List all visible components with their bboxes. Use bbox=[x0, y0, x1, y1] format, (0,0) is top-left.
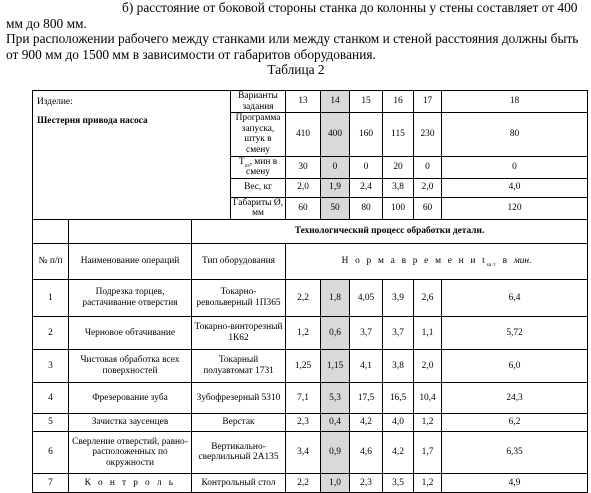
operation-name: Зачистка заусенцев bbox=[69, 413, 192, 431]
time-cell: 4,0 bbox=[383, 413, 414, 431]
col-operation-header: Наименование операций bbox=[69, 243, 192, 279]
time-cell: 4,9 bbox=[442, 473, 588, 492]
operation-row bbox=[33, 413, 588, 431]
batch-cell: 80 bbox=[442, 113, 588, 156]
operation-row bbox=[33, 473, 588, 492]
main-table bbox=[32, 90, 588, 493]
time-norm-header: Н о р м а в р е м е н и $t_{шт}$ в мин. bbox=[286, 243, 588, 279]
row-number: 7 bbox=[33, 473, 69, 492]
operation-name: Черновое обтачивание bbox=[69, 316, 192, 349]
size-cell: 100 bbox=[383, 197, 414, 219]
paragraph-distance-column: б) расстояние от боковой стороны станка до колонны у стены составляет от 400 мм до 800 мм. bbox=[6, 0, 578, 31]
columns-header-row bbox=[33, 243, 588, 279]
time-cell: 6,0 bbox=[442, 349, 588, 382]
variant-cell: 15 bbox=[350, 91, 383, 113]
time-cell: 7,1 bbox=[286, 382, 321, 413]
time-cell: 16,5 bbox=[383, 382, 414, 413]
size-cell: 60 bbox=[286, 197, 321, 219]
equipment-type: Токарно-винторезный 1К62 bbox=[192, 316, 286, 349]
time-cell: 1,25 bbox=[286, 349, 321, 382]
operation-row bbox=[33, 382, 588, 413]
tpz-cell: 0 bbox=[414, 156, 442, 178]
time-cell: 3,4 bbox=[286, 431, 321, 473]
time-cell: 5,3 bbox=[321, 382, 350, 413]
product-name: Шестерня привода насоса bbox=[37, 115, 148, 126]
weight-label: Вес, кг bbox=[231, 178, 286, 197]
batch-cell: 410 bbox=[286, 113, 321, 156]
equipment-type: Токарно-револьверный 1П365 bbox=[192, 279, 286, 316]
row-number: 4 bbox=[33, 382, 69, 413]
equipment-type: Токарный полуавтомат 1731 bbox=[192, 349, 286, 382]
time-cell: 0,6 bbox=[321, 316, 350, 349]
tpz-cell: 0 bbox=[442, 156, 588, 178]
time-cell: 2,6 bbox=[414, 279, 442, 316]
row-number: 3 bbox=[33, 349, 69, 382]
time-cell: 17,5 bbox=[350, 382, 383, 413]
variant-cell: 18 bbox=[442, 91, 588, 113]
tech-title-row bbox=[33, 219, 588, 243]
time-cell: 6,35 bbox=[442, 431, 588, 473]
time-cell: 1,0 bbox=[321, 473, 350, 492]
weight-cell: 4,0 bbox=[442, 178, 588, 197]
row-number: 2 bbox=[33, 316, 69, 349]
variants-row bbox=[33, 91, 588, 113]
variant-cell: 13 bbox=[286, 91, 321, 113]
time-cell: 24,3 bbox=[442, 382, 588, 413]
col-number-header: № п/п bbox=[33, 243, 69, 279]
col-equipment-header: Тип оборудования bbox=[192, 243, 286, 279]
weight-cell: 2,0 bbox=[414, 178, 442, 197]
row-number: 1 bbox=[33, 279, 69, 316]
time-cell: 3,9 bbox=[383, 279, 414, 316]
tpz-label: $T_{пз}$, мин в смену bbox=[231, 156, 286, 178]
time-cell: 1,1 bbox=[414, 316, 442, 349]
batch-cell: 230 bbox=[414, 113, 442, 156]
paragraph-distance-workers: При расположении рабочего между станками или между станком и стеной расстояния должны быть от 900 мм до 1500 мм в зависимости от габаритов оборудования. bbox=[6, 31, 579, 62]
empty-cell bbox=[33, 219, 69, 243]
time-cell: 3,7 bbox=[383, 316, 414, 349]
row-number: 6 bbox=[33, 431, 69, 473]
empty-cell bbox=[69, 219, 192, 243]
equipment-type: Верстак bbox=[192, 413, 286, 431]
time-cell: 4,1 bbox=[350, 349, 383, 382]
time-cell: 1,7 bbox=[414, 431, 442, 473]
time-cell: 0,9 bbox=[321, 431, 350, 473]
time-cell: 4,6 bbox=[350, 431, 383, 473]
operation-name: К о н т р о л ь bbox=[69, 473, 192, 492]
time-cell: 2,2 bbox=[286, 473, 321, 492]
time-cell: 5,72 bbox=[442, 316, 588, 349]
operation-row bbox=[33, 431, 588, 473]
weight-cell: 2,0 bbox=[286, 178, 321, 197]
operation-name: Сверление отверстий, равно-расположенных по окружности bbox=[69, 431, 192, 473]
time-cell: 3,7 bbox=[350, 316, 383, 349]
tpz-cell: 30 bbox=[286, 156, 321, 178]
size-cell: 50 bbox=[321, 197, 350, 219]
batch-label: Программа запуска, штук в смену bbox=[231, 113, 286, 156]
size-label: Габариты Ø, мм bbox=[231, 197, 286, 219]
time-cell: 4,2 bbox=[350, 413, 383, 431]
tpz-cell: 0 bbox=[321, 156, 350, 178]
time-cell: 4,2 bbox=[383, 431, 414, 473]
variant-cell: 14 bbox=[321, 91, 350, 113]
tech-process-title: Технологический процесс обработки детали. bbox=[192, 219, 588, 243]
operation-row bbox=[33, 279, 588, 316]
time-cell: 1,15 bbox=[321, 349, 350, 382]
time-cell: 1,2 bbox=[414, 413, 442, 431]
product-cell bbox=[33, 91, 231, 220]
time-cell: 1,2 bbox=[414, 473, 442, 492]
time-cell: 6,2 bbox=[442, 413, 588, 431]
time-cell: 2,2 bbox=[286, 279, 321, 316]
time-cell: 2,0 bbox=[414, 349, 442, 382]
time-cell: 3,5 bbox=[383, 473, 414, 492]
equipment-type: Контрольный стол bbox=[192, 473, 286, 492]
time-cell: 4,05 bbox=[350, 279, 383, 316]
row-number: 5 bbox=[33, 413, 69, 431]
intro-text bbox=[6, 0, 586, 78]
batch-cell: 115 bbox=[383, 113, 414, 156]
time-cell: 2,3 bbox=[286, 413, 321, 431]
operation-row bbox=[33, 316, 588, 349]
variant-cell: 16 bbox=[383, 91, 414, 113]
operation-row bbox=[33, 349, 588, 382]
weight-cell: 2,4 bbox=[350, 178, 383, 197]
tpz-cell: 20 bbox=[383, 156, 414, 178]
product-label: Изделие: bbox=[37, 97, 73, 107]
time-cell: 3,8 bbox=[383, 349, 414, 382]
time-cell: 1,2 bbox=[286, 316, 321, 349]
operation-name: Фрезерование зуба bbox=[69, 382, 192, 413]
batch-cell: 160 bbox=[350, 113, 383, 156]
operation-name: Подрезка торцев, растачивание отверстия bbox=[69, 279, 192, 316]
equipment-type: Зубофрезерный 5310 bbox=[192, 382, 286, 413]
time-cell: 10,4 bbox=[414, 382, 442, 413]
weight-cell: 3,8 bbox=[383, 178, 414, 197]
weight-cell: 1,9 bbox=[321, 178, 350, 197]
variants-label: Варианты задания bbox=[231, 91, 286, 113]
time-cell: 1,8 bbox=[321, 279, 350, 316]
time-cell: 0,4 bbox=[321, 413, 350, 431]
table-caption: Таблица 2 bbox=[267, 62, 325, 77]
batch-cell: 400 bbox=[321, 113, 350, 156]
size-cell: 60 bbox=[414, 197, 442, 219]
size-cell: 80 bbox=[350, 197, 383, 219]
equipment-type: Вертикально-сверлильный 2А135 bbox=[192, 431, 286, 473]
operation-name: Чистовая обработка всех поверхностей bbox=[69, 349, 192, 382]
time-cell: 6,4 bbox=[442, 279, 588, 316]
tpz-cell: 0 bbox=[350, 156, 383, 178]
size-cell: 120 bbox=[442, 197, 588, 219]
time-cell: 2,3 bbox=[350, 473, 383, 492]
variant-cell: 17 bbox=[414, 91, 442, 113]
